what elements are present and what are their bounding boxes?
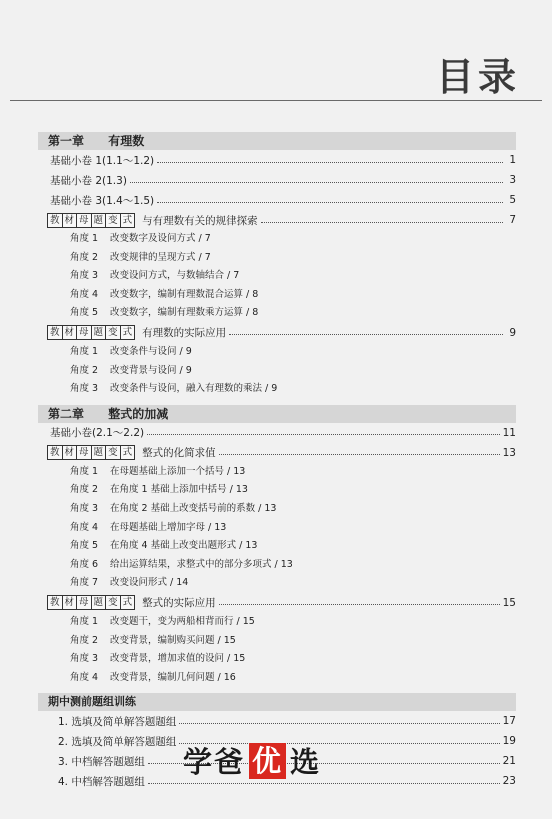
- page-number: 1: [509, 154, 516, 166]
- angle-item[interactable]: [38, 556, 516, 575]
- angle-tag: 角度 1: [70, 233, 99, 244]
- angle-text: 改变背景，增加求值的设问 / 15: [110, 653, 246, 665]
- angle-tag: 角度 4: [70, 671, 99, 683]
- toc-entry[interactable]: [38, 711, 516, 731]
- entry-label: 1. 选填及简单解答题题组: [58, 715, 177, 728]
- page-number: 17: [502, 715, 516, 728]
- box-char: 式: [120, 325, 136, 340]
- section-title: 有理数的实际应用: [142, 327, 227, 340]
- angle-text: 改变条件与设问，融入有理数的乘法 / 9: [110, 383, 278, 395]
- angle-item[interactable]: [38, 632, 516, 651]
- box-char: 材: [62, 595, 78, 610]
- angle-item[interactable]: [38, 362, 516, 381]
- box-char: 母: [76, 445, 92, 460]
- dot-leader: [130, 182, 503, 183]
- section-title: 整式的化简求值: [142, 447, 216, 460]
- toc-section-entry[interactable]: [38, 323, 516, 343]
- dot-leader: [219, 454, 500, 455]
- box-char: 教: [47, 595, 63, 610]
- angle-item[interactable]: [38, 481, 516, 500]
- page-number: 9: [509, 326, 516, 339]
- box-char: 式: [120, 595, 136, 610]
- boxed-section-tag: [47, 213, 134, 228]
- entry-label: 基础小卷 1(1.1～1.2): [50, 154, 155, 167]
- box-char: 变: [105, 595, 121, 610]
- angle-item[interactable]: [38, 249, 516, 268]
- angle-item[interactable]: [38, 230, 516, 249]
- title-divider: [10, 100, 542, 101]
- angle-item[interactable]: [38, 669, 516, 688]
- angle-text: 改变设问形式 / 14: [110, 577, 189, 589]
- toc-section-entry[interactable]: [38, 443, 516, 463]
- angle-tag: 角度 1: [70, 345, 99, 357]
- toc-section-entry[interactable]: [38, 210, 516, 230]
- angle-item[interactable]: [38, 267, 516, 286]
- page-number: 7: [509, 214, 516, 226]
- angle-tag: 角度 2: [70, 364, 99, 376]
- angle-text: 改变题干，变为两船相背而行 / 15: [110, 615, 255, 627]
- entry-label: 3. 中档解答题题组: [58, 755, 145, 768]
- box-char: 母: [76, 595, 92, 610]
- chapter-title: 有理数: [108, 134, 145, 148]
- angle-tag: 角度 3: [70, 383, 99, 395]
- toc-entry[interactable]: [38, 190, 516, 210]
- page-title: 目录: [435, 55, 520, 99]
- watermark-text-right: 选: [290, 745, 322, 779]
- box-char: 教: [47, 213, 63, 228]
- page-number: 19: [502, 735, 516, 748]
- section-title: 与有理数有关的规律探索: [142, 214, 258, 227]
- angle-item[interactable]: [38, 304, 516, 323]
- exam-section-heading: 期中测前题组训练: [38, 693, 516, 711]
- watermark-logo: [183, 740, 321, 781]
- angle-text: 改变数字，编制有理数混合运算 / 8: [110, 288, 259, 300]
- watermark-badge: 优: [249, 743, 286, 779]
- box-char: 教: [47, 445, 63, 460]
- dot-leader: [157, 162, 503, 163]
- angle-tag: 角度 1: [70, 465, 99, 477]
- angle-tag: 角度 2: [70, 634, 99, 646]
- box-char: 题: [91, 445, 107, 460]
- box-char: 材: [62, 445, 78, 460]
- box-char: 题: [91, 213, 107, 228]
- angle-item[interactable]: [38, 613, 516, 632]
- angle-tag: 角度 2: [70, 484, 99, 496]
- angle-tag: 角度 3: [70, 653, 99, 665]
- dot-leader: [148, 783, 500, 784]
- entry-label: 基础小卷 3(1.4～1.5): [50, 194, 155, 207]
- box-char: 变: [105, 445, 121, 460]
- entry-label: 基础小卷(2.1～2.2): [50, 427, 145, 440]
- box-char: 母: [76, 325, 92, 340]
- entry-label: 2. 选填及简单解答题题组: [58, 735, 177, 748]
- boxed-section-tag: [47, 595, 134, 610]
- box-char: 式: [120, 445, 136, 460]
- angle-item[interactable]: [38, 286, 516, 305]
- box-char: 题: [91, 325, 107, 340]
- dot-leader: [229, 334, 503, 335]
- angle-text: 在角度 2 基础上改变括号前的系数 / 13: [110, 502, 277, 514]
- angle-text: 改变背景，编制购买问题 / 15: [110, 634, 236, 646]
- angle-tag: 角度 4: [70, 521, 99, 533]
- box-char: 教: [47, 325, 63, 340]
- angle-text: 改变条件与设问 / 9: [110, 345, 192, 357]
- toc-section-entry[interactable]: [38, 593, 516, 613]
- page-number: 3: [509, 174, 516, 186]
- chapter-number: 第一章: [48, 134, 85, 148]
- dot-leader: [179, 723, 499, 724]
- toc-entry[interactable]: [38, 170, 516, 190]
- angle-text: 改变数字，编制有理数乘方运算 / 8: [110, 307, 259, 319]
- boxed-section-tag: [47, 445, 134, 460]
- chapter-title: 整式的加减: [108, 406, 169, 421]
- chapter-heading: [38, 132, 516, 150]
- section-title: 整式的实际应用: [142, 597, 216, 610]
- table-of-contents: [38, 126, 516, 791]
- box-char: 题: [91, 595, 107, 610]
- angle-item[interactable]: [38, 343, 516, 362]
- boxed-section-tag: [47, 325, 134, 340]
- angle-tag: 角度 7: [70, 577, 99, 589]
- box-char: 变: [105, 325, 121, 340]
- angle-text: 改变背景，编制几何问题 / 16: [110, 671, 236, 683]
- angle-tag: 角度 5: [70, 307, 99, 319]
- angle-item[interactable]: [38, 500, 516, 519]
- angle-text: 改变设问方式，与数轴结合 / 7: [110, 270, 240, 282]
- angle-item[interactable]: [38, 574, 516, 593]
- entry-label: 4. 中档解答题题组: [58, 775, 145, 788]
- dot-leader: [147, 434, 500, 435]
- page-number: 15: [502, 596, 516, 609]
- page-number: 21: [502, 755, 516, 768]
- angle-text: 给出运算结果，求整式中的部分多项式 / 13: [110, 558, 293, 570]
- toc-entry[interactable]: [38, 150, 516, 170]
- angle-tag: 角度 3: [70, 502, 99, 514]
- entry-label: 基础小卷 2(1.3): [50, 174, 127, 187]
- angle-tag: 角度 5: [70, 540, 99, 552]
- angle-tag: 角度 4: [70, 288, 99, 300]
- angle-tag: 角度 1: [70, 615, 99, 627]
- angle-item[interactable]: [38, 650, 516, 669]
- angle-text: 改变规律的呈现方式 / 7: [110, 251, 211, 263]
- angle-item[interactable]: [38, 519, 516, 538]
- toc-entry[interactable]: [38, 423, 516, 443]
- watermark-text-left: 学爸: [183, 745, 246, 779]
- dot-leader: [261, 222, 503, 223]
- box-char: 母: [76, 213, 92, 228]
- angle-text: 在角度 4 基础上改变出题形式 / 13: [110, 540, 258, 552]
- box-char: 材: [62, 213, 78, 228]
- angle-text: 在角度 1 基础上添加中括号 / 13: [110, 484, 248, 496]
- dot-leader: [219, 604, 500, 605]
- chapter-heading: [38, 405, 516, 423]
- page-number: 13: [502, 446, 516, 459]
- box-char: 变: [105, 213, 121, 228]
- chapter-number: 第二章: [48, 406, 85, 421]
- dot-leader: [157, 202, 503, 203]
- page-number: 11: [502, 426, 516, 439]
- angle-tag: 角度 3: [70, 270, 99, 282]
- page-number: 5: [509, 194, 516, 206]
- angle-text: 在母题基础上增加字母 / 13: [110, 521, 227, 533]
- angle-tag: 角度 2: [70, 251, 99, 263]
- angle-item[interactable]: [38, 537, 516, 556]
- angle-tag: 角度 6: [70, 558, 99, 570]
- angle-item[interactable]: [38, 380, 516, 399]
- box-char: 式: [120, 213, 136, 228]
- box-char: 材: [62, 325, 78, 340]
- angle-text: 改变背景与设问 / 9: [110, 364, 192, 376]
- angle-item[interactable]: [38, 463, 516, 482]
- angle-text: 在母题基础上添加一个括号 / 13: [110, 465, 246, 477]
- angle-text: 改变数字及设问方式 / 7: [110, 233, 211, 244]
- page-number: 23: [502, 775, 516, 788]
